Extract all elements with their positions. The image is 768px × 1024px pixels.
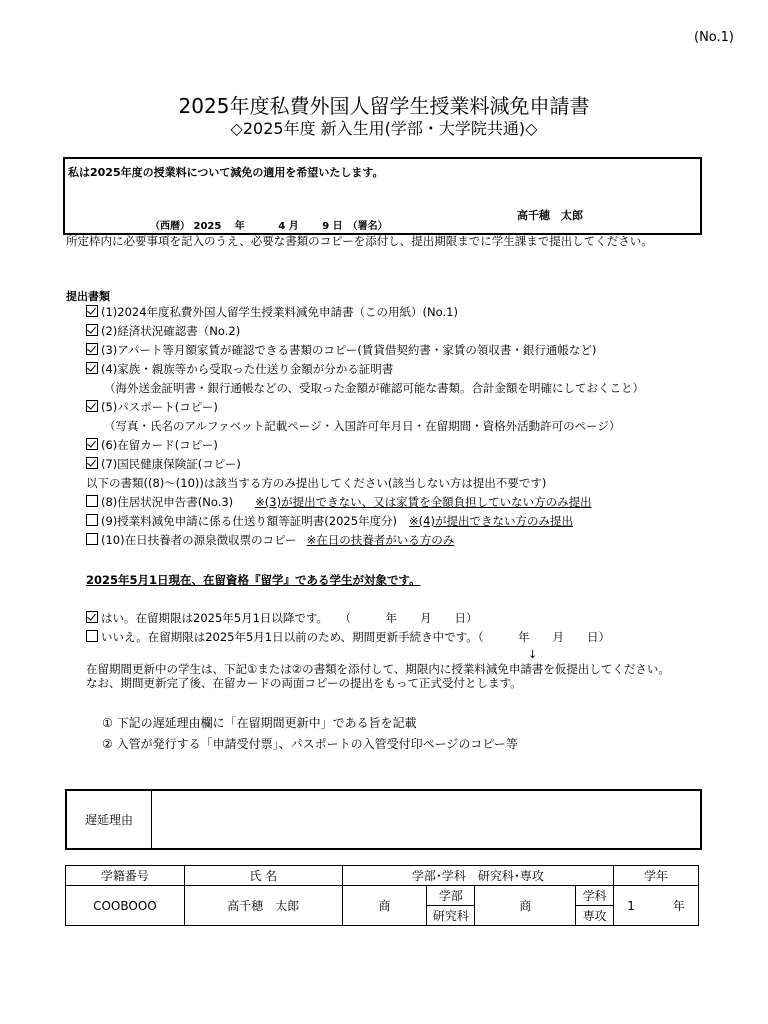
delay-reason-box <box>65 789 702 850</box>
document-4-note: （海外送金証明書・銀行通帳などの、受取った金額が確認可能な書類。合計金額を明確にしておくこと） <box>104 381 645 395</box>
checkbox-icon[interactable] <box>86 533 98 545</box>
status-label: はい。在留期限は2025年5月1日以降です。 （ 年 月 日） <box>101 611 478 625</box>
document-label: (1)2024年度私費外国人留学生授業料減免申請書（この用紙）(No.1) <box>101 305 458 319</box>
student-name-value[interactable]: 高千穂 太郎 <box>184 886 342 926</box>
delay-reason-field[interactable] <box>153 791 700 848</box>
conditional-item-9 <box>86 513 573 529</box>
status-option-yes <box>86 610 477 626</box>
name-header: 氏 名 <box>184 866 342 886</box>
student-info-table <box>65 865 699 926</box>
year-value: 1 <box>627 899 635 913</box>
update-text: 在留期間更新中の学生は、下記①または②の書類を添付して、期限内に授業料減免申請書を仮提出してください。 <box>86 662 670 676</box>
year-value-cell[interactable] <box>614 886 699 926</box>
document-label: (9)授業料減免申請に係る仕送り額等証明書(2025年度分) <box>101 514 398 528</box>
update-note: なお、期間更新完了後、在留カードの両面コピーの提出をもって正式受付とします。 <box>86 676 522 690</box>
document-note: ※在日の扶養者がいる方のみ <box>306 533 455 547</box>
document-item-3 <box>86 342 596 358</box>
conditional-item-8 <box>86 494 592 510</box>
document-5-note: （写真・氏名のアルファベット記載ページ・入国許可年月日・在留期間・資格外活動許可のページ） <box>104 419 621 433</box>
status-option-no <box>86 629 610 645</box>
document-label: (2)経済状況確認書（No.2) <box>101 324 241 338</box>
checkbox-icon[interactable] <box>86 630 98 642</box>
documents-heading: 提出書類 <box>66 290 110 303</box>
instructions: 所定枠内に必要事項を記入のうえ、必要な書類のコピーを添付し、提出期限までに学生課まで提出してください。 <box>66 234 653 248</box>
document-item-2 <box>86 323 240 339</box>
update-paragraph <box>86 662 698 690</box>
document-item-7 <box>86 456 241 472</box>
checkbox-icon[interactable] <box>86 611 98 623</box>
document-item-5 <box>86 399 218 415</box>
status-label: いいえ。在留期限は2025年5月1日以前のため、期間更新手続き中です。（ 年 月 日） <box>101 630 610 644</box>
checkbox-icon[interactable] <box>86 514 98 526</box>
document-item-1 <box>86 304 458 320</box>
document-label: (4)家族・親族等から受取った仕送り金額が分かる証明書 <box>101 362 394 376</box>
declaration-date: （西暦） 2025 年 4 月 9 日 （署名） <box>150 221 388 232</box>
signature-name: 高千穂 太郎 <box>517 209 583 222</box>
down-arrow-icon: ↓ <box>528 648 538 661</box>
form-subtitle: ◇2025年度 新入生用(学部・大学院共通)◇ <box>230 119 538 138</box>
year-unit: 年 <box>672 899 685 913</box>
document-label: (5)パスポート(コピー) <box>101 400 218 414</box>
document-item-6 <box>86 437 218 453</box>
dept-value[interactable]: 商 <box>475 886 576 926</box>
year-header: 学年 <box>614 866 699 886</box>
checkbox-icon[interactable] <box>86 400 98 412</box>
delay-reason-label: 遅延理由 <box>67 791 152 848</box>
document-label: (7)国民健康保険証(コピー) <box>101 457 241 471</box>
conditional-item-10 <box>86 532 454 548</box>
dept-header: 学部･学科 研究科･専攻 <box>342 866 613 886</box>
dept-label: 学科 <box>576 886 614 906</box>
requirement-1: ① 下記の遅延理由欄に「在留期間更新中」である旨を記載 <box>102 716 417 730</box>
checkbox-icon[interactable] <box>86 362 98 374</box>
document-item-4 <box>86 361 393 377</box>
student-no-value[interactable]: COOBOOO <box>66 886 185 926</box>
declaration-box <box>63 157 702 235</box>
requirement-2: ② 入管が発行する「申請受付票」、パスポートの入管受付印ページのコピー等 <box>102 737 518 751</box>
checkbox-icon[interactable] <box>86 305 98 317</box>
document-label: (6)在留カード(コピー) <box>101 438 218 452</box>
document-note: ※(4)が提出できない方のみ提出 <box>409 514 573 528</box>
major-label: 専攻 <box>576 906 614 926</box>
checkbox-icon[interactable] <box>86 495 98 507</box>
graduate-school-label: 研究科 <box>427 906 475 926</box>
declaration-text: 私は2025年度の授業料について減免の適用を希望いたします。 <box>68 166 384 179</box>
student-no-header: 学籍番号 <box>66 866 185 886</box>
status-title: 2025年5月1日現在、在留資格『留学』である学生が対象です。 <box>86 573 421 587</box>
faculty-label: 学部 <box>427 886 475 906</box>
checkbox-icon[interactable] <box>86 324 98 336</box>
checkbox-icon[interactable] <box>86 438 98 450</box>
document-label: (8)住居状況申告書(No.3) <box>101 495 234 509</box>
document-label: (10)在日扶養者の源泉徴収票のコピー <box>101 533 297 547</box>
checkbox-icon[interactable] <box>86 343 98 355</box>
page-number: (No.1) <box>694 30 734 45</box>
checkbox-icon[interactable] <box>86 457 98 469</box>
faculty-value[interactable]: 商 <box>342 886 427 926</box>
form-title: 2025年度私費外国人留学生授業料減免申請書 <box>178 94 590 118</box>
document-note: ※(3)が提出できない、又は家賃を全額負担していない方のみ提出 <box>255 495 592 509</box>
conditional-intro: 以下の書類((8)～(10))は該当する方のみ提出してください(該当しない方は提出不要です) <box>86 476 547 490</box>
document-label: (3)アパート等月額家賃が確認できる書類のコピー(賃貸借契約書・家賃の領収書・銀行通帳など) <box>101 343 597 357</box>
